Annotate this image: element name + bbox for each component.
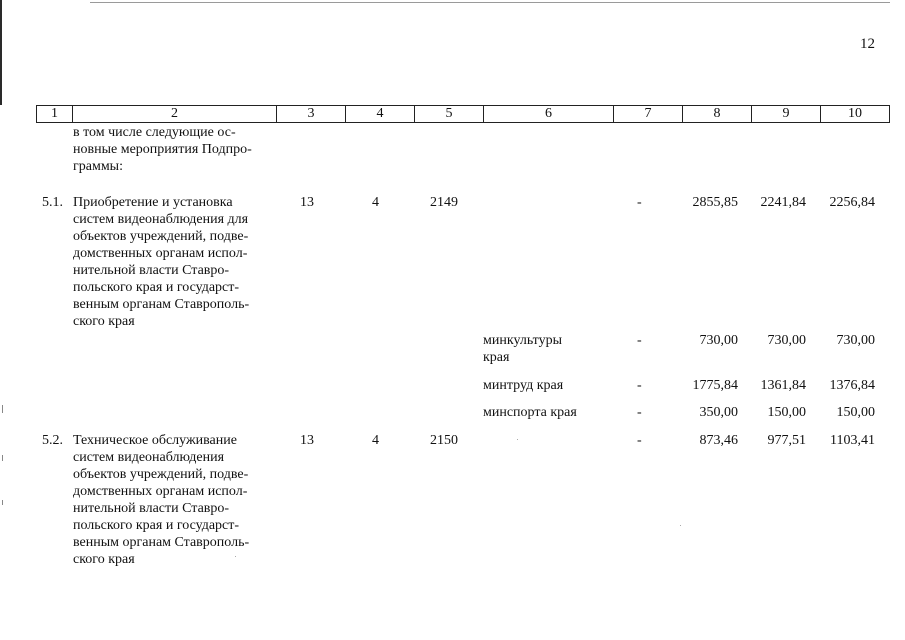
- desc-line: польского края и государст-: [73, 280, 240, 295]
- desc-line: польского края и государст-: [73, 518, 240, 533]
- subrow-minkultury-col7: -: [637, 333, 642, 348]
- desc-line: ского края: [73, 552, 135, 567]
- header-col-2: 2: [72, 106, 276, 122]
- row-5-2-col5: 2150: [430, 433, 458, 448]
- scan-speck: [680, 525, 681, 526]
- subrow-minkultury-col10: 730,00: [836, 333, 875, 348]
- row-5-2-col3: 13: [300, 433, 314, 448]
- subrow-mintrud-org: [483, 377, 563, 394]
- desc-line: венным органам Ставрополь-: [73, 297, 250, 312]
- row-5-1-col4: 4: [372, 195, 379, 210]
- subrow-minkultury-col9: 730,00: [767, 333, 806, 348]
- top-rule: [90, 2, 890, 3]
- scan-edge-mark: [2, 455, 3, 461]
- subrow-minsporta-col10: 150,00: [836, 405, 875, 420]
- header-col-8: 8: [682, 106, 751, 122]
- desc-line: ского края: [73, 314, 135, 329]
- row-5-2-number: 5.2.: [42, 433, 63, 448]
- header-col-5: 5: [414, 106, 483, 122]
- scan-edge-mark: [2, 500, 3, 505]
- desc-line: венным органам Ставрополь-: [73, 535, 250, 550]
- subrow-minsporta-col8: 350,00: [699, 405, 738, 420]
- org-line: минкультуры: [483, 333, 563, 348]
- row-5-1-number: 5.1.: [42, 195, 63, 210]
- header-col-10: 10: [820, 106, 889, 122]
- subrow-mintrud-col10: 1376,84: [829, 378, 875, 393]
- scan-speck: [235, 556, 236, 557]
- row-5-2-col8: 873,46: [699, 433, 738, 448]
- row-5-1-description: [73, 194, 267, 330]
- org-line: минтруд края: [483, 378, 564, 393]
- intro-line: граммы:: [73, 159, 123, 174]
- desc-line: домственных органам испол-: [73, 246, 248, 261]
- subrow-minkultury-col8: 730,00: [699, 333, 738, 348]
- desc-line: Приобретение и установка: [73, 195, 233, 210]
- intro-text: [73, 124, 267, 175]
- row-5-1-col7: -: [637, 195, 642, 210]
- subrow-minsporta-org: [483, 404, 577, 421]
- desc-line: систем видеонаблюдения: [73, 450, 225, 465]
- subrow-minsporta-col7: -: [637, 405, 642, 420]
- row-5-1-col10: 2256,84: [829, 195, 875, 210]
- row-5-2-col7: -: [637, 433, 642, 448]
- row-5-2-col9: 977,51: [767, 433, 806, 448]
- row-5-2-col10: 1103,41: [830, 433, 875, 448]
- desc-line: нительной власти Ставро-: [73, 501, 230, 516]
- org-line: края: [483, 350, 510, 365]
- row-5-2-description: [73, 432, 267, 568]
- desc-line: объектов учреждений, подве-: [73, 229, 249, 244]
- header-col-4: 4: [345, 106, 414, 122]
- subrow-mintrud-col8: 1775,84: [692, 378, 738, 393]
- header-col-3: 3: [276, 106, 345, 122]
- row-5-1-col9: 2241,84: [760, 195, 806, 210]
- row-5-1-col5: 2149: [430, 195, 458, 210]
- desc-line: систем видеонаблюдения для: [73, 212, 249, 227]
- desc-line: домственных органам испол-: [73, 484, 248, 499]
- desc-line: нительной власти Ставро-: [73, 263, 230, 278]
- header-col-6: 6: [483, 106, 613, 122]
- header-col-1: 1: [36, 106, 72, 122]
- subrow-mintrud-col7: -: [637, 378, 642, 393]
- scan-speck: [517, 439, 518, 440]
- row-5-1-col8: 2855,85: [692, 195, 738, 210]
- org-line: минспорта края: [483, 405, 577, 420]
- intro-line: в том числе следующие ос-: [73, 125, 236, 140]
- row-5-2-col4: 4: [372, 433, 379, 448]
- subrow-minkultury-org: [483, 332, 562, 366]
- desc-line: Техническое обслуживание: [73, 433, 237, 448]
- left-margin-rule: [0, 0, 2, 105]
- header-col-7: 7: [613, 106, 682, 122]
- table-header-row: [36, 105, 890, 123]
- header-col-9: 9: [751, 106, 820, 122]
- page-number: 12: [860, 36, 875, 52]
- desc-line: объектов учреждений, подве-: [73, 467, 249, 482]
- scan-edge-mark: [2, 405, 3, 413]
- intro-line: новные мероприятия Подпро-: [73, 142, 252, 157]
- subrow-mintrud-col9: 1361,84: [760, 378, 806, 393]
- subrow-minsporta-col9: 150,00: [767, 405, 806, 420]
- row-5-1-col3: 13: [300, 195, 314, 210]
